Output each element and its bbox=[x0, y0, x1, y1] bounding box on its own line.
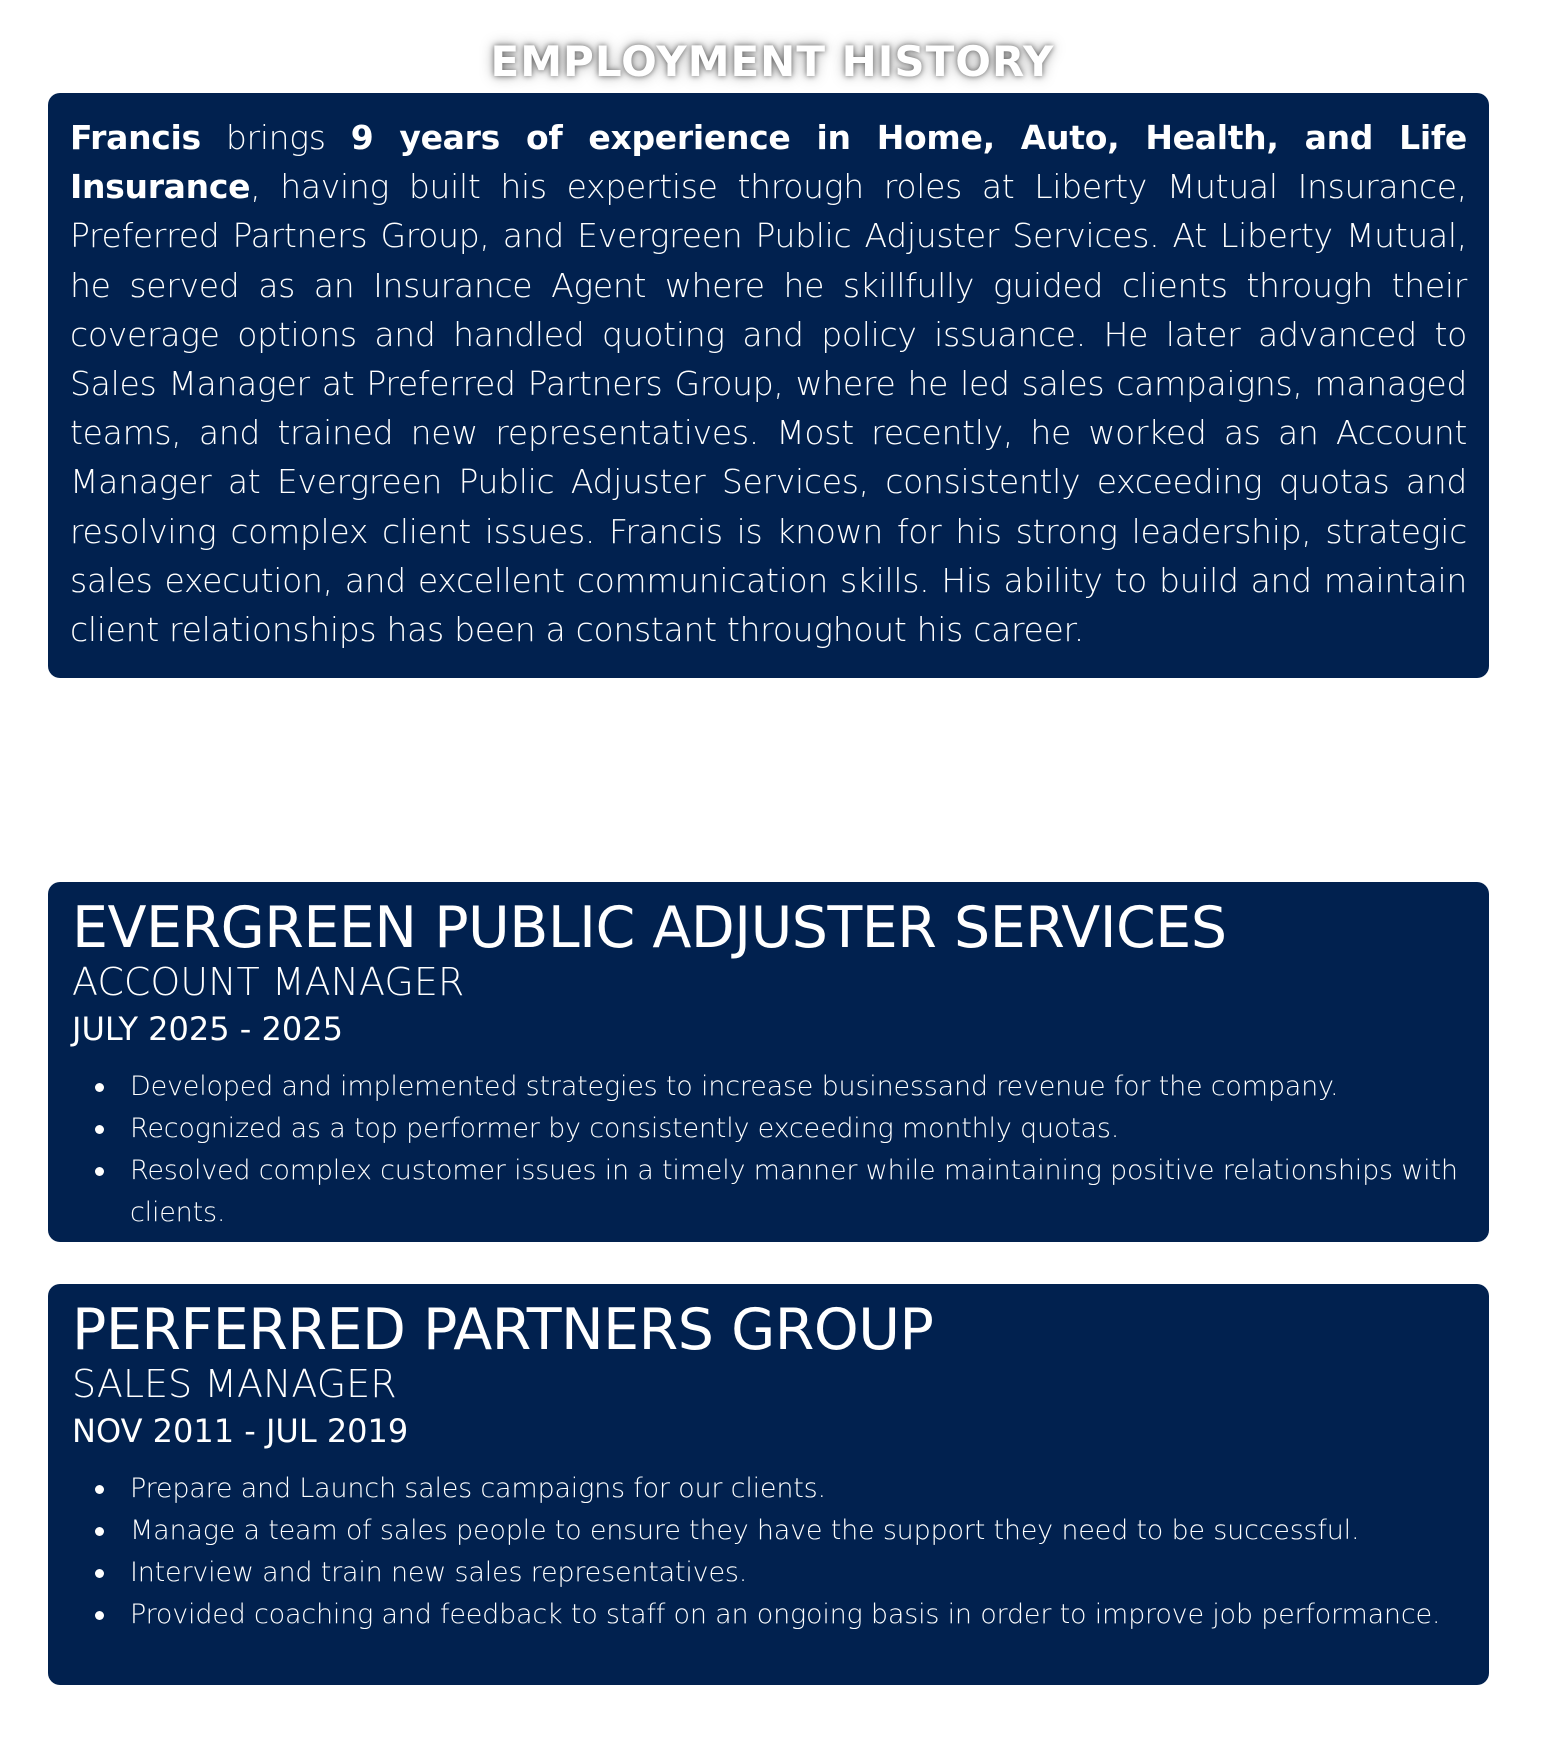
bullet-item bbox=[130, 1510, 1465, 1552]
bullet-item bbox=[130, 1552, 1465, 1594]
bullet-text: Manage a team of sales people to ensure they have the support they need to be successful. bbox=[130, 1515, 1360, 1546]
job-entry-perferred bbox=[48, 1284, 1489, 1685]
company-name: EVERGREEN PUBLIC ADJUSTER SERVICES bbox=[72, 895, 1227, 961]
bullet-dot-icon bbox=[95, 1167, 104, 1176]
bullet-item bbox=[130, 1468, 1465, 1510]
job-dates: JULY 2025 - 2025 bbox=[72, 1010, 343, 1048]
bullet-dot-icon bbox=[95, 1083, 104, 1092]
bullet-text: Prepare and Launch sales campaigns for our clients. bbox=[130, 1473, 826, 1504]
summary-experience: 9 years of experience in Home, Auto, Health, and Life Insurance bbox=[70, 118, 1467, 207]
job-dates: NOV 2011 - JUL 2019 bbox=[72, 1412, 409, 1450]
job-title: SALES MANAGER bbox=[72, 1362, 397, 1406]
job-bullets bbox=[72, 1468, 1465, 1636]
bullet-item bbox=[130, 1066, 1465, 1108]
summary-rest: , having built his expertise through roles at Liberty Mutual Insurance, Preferred Partners Group, and Evergreen Public Adjuster Services. At Liberty Mutual, he served as an Insurance Agent where he skillfully guided clients through their coverage options and handled quoting and policy issuance. He later advanced to Sales Manager at Preferred Partners Group, where he led sales campaigns, managed teams, and trained new representatives. Most recently, he worked as an Account Manager at Evergreen Public Adjuster Services, consistently exceeding quotas and resolving complex client issues. Francis is known for his strong leadership, strategic sales execution, and excellent communication skills. His ability to build and maintain client relationships has been a constant throughout his career. bbox=[70, 167, 1467, 650]
bullet-text: Provided coaching and feedback to staff on an ongoing basis in order to improve job performance. bbox=[130, 1599, 1441, 1630]
summary-paragraph bbox=[70, 113, 1467, 654]
bullet-text: Developed and implemented strategies to increase businessand revenue for the company. bbox=[130, 1071, 1339, 1102]
job-bullets bbox=[72, 1066, 1465, 1234]
bullet-dot-icon bbox=[95, 1125, 104, 1134]
bullet-dot-icon bbox=[95, 1527, 104, 1536]
job-title: ACCOUNT MANAGER bbox=[72, 960, 465, 1004]
bullet-text: Recognized as a top performer by consistently exceeding monthly quotas. bbox=[130, 1113, 1120, 1144]
bullet-item bbox=[130, 1108, 1465, 1150]
bullet-dot-icon bbox=[95, 1611, 104, 1620]
bullet-item bbox=[130, 1594, 1465, 1636]
summary-card bbox=[48, 93, 1489, 678]
bullet-text: Interview and train new sales representatives. bbox=[130, 1557, 748, 1588]
summary-brings: brings bbox=[200, 118, 351, 157]
section-title: EMPLOYMENT HISTORY bbox=[490, 37, 1055, 86]
bullet-item bbox=[130, 1150, 1465, 1234]
company-name: PERFERRED PARTNERS GROUP bbox=[72, 1297, 934, 1363]
summary-name: Francis bbox=[70, 118, 201, 157]
bullet-dot-icon bbox=[95, 1569, 104, 1578]
bullet-dot-icon bbox=[95, 1485, 104, 1494]
job-entry-evergreen bbox=[48, 882, 1489, 1242]
bullet-text: Resolved complex customer issues in a timely manner while maintaining positive relationships with clients. bbox=[130, 1155, 1458, 1228]
